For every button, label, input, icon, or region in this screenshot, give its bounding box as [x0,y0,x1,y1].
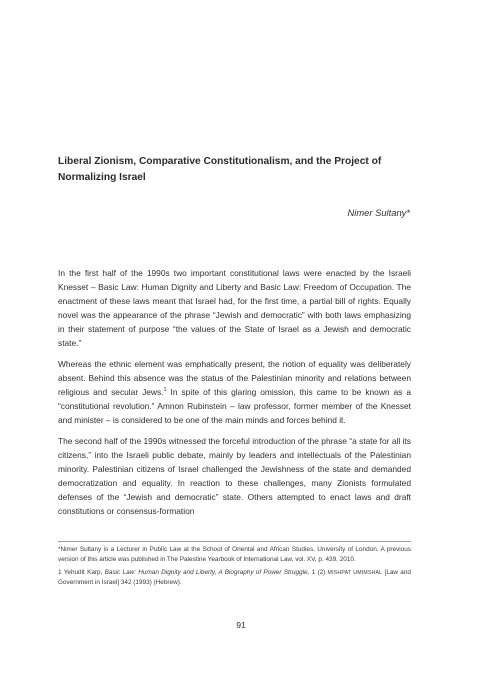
footnote-1-journal: MISHPAT UMIMSHAL [327,570,383,576]
footnote-divider [58,541,411,542]
footnote-1-text-a: 1 Yehudit Karp, [58,569,105,576]
paragraph-2 [58,357,411,427]
article-body [58,266,411,525]
paragraph-2-text-a: Whereas the ethnic element was emphatically present, the notion of equality was deliberately absent. Behind this absence was the status of the Palestinian minority and relations between religious and secular Jews. [58,359,411,397]
footnote-1-italic: Basic Law: Human Dignity and Liberty, A Biography of Power Struggle, [104,569,310,576]
footnote-1-text-c: [Law and Government in Israel] 342 (1993) (Hebrew). [58,569,411,586]
footnote-1-text-b: 1 (2) [309,569,328,576]
article-title [58,154,388,186]
footnote-author: *Nimer Sultany is a Lecturer in Public Law at the School of Oriental and African Studies, University of London. A previous version of this article was published in The Palestine Yearbook of International Law, vol. XV, p. 439, 2010. [58,546,411,563]
paragraph-3: The second half of the 1990s witnessed the forceful introduction of the phrase “a state for all its citizens,” into the Israeli public debate, mainly by leaders and intellectuals of the Palestinian minority. Palestinian citizens of Israel challenged the Jewishness of the state and demanded democratization and equality. In reaction to these challenges, many Zionists formulated defenses of the “Jewish and democratic” state. Others attempted to enact laws and draft constitutions or consensus-formation [58,436,411,516]
title-line-2: Normalizing Israel [58,172,146,183]
footnote-1 [58,568,411,588]
footnote-ref-1: 1 [163,387,167,394]
paragraph-1: In the first half of the 1990s two important constitutional laws were enacted by the Israeli Knesset – Basic Law: Human Dignity and Liberty and Basic Law: Freedom of Occupation. The enactment of these laws meant that Israel had, for the first time, a partial bill of rights. Equally novel was the appearance of the phrase “Jewish and democratic” with both laws emphasizing in their statement of purpose “the values of the State of Israel as a Jewish and democratic state.” [58,268,411,348]
paragraph-2-text-b: In spite of this glaring omission, this came to be known as a “constitutional revolution.” Amnon Rubinstein – law professor, former member of the Knesset and minister – is considered to be one of the main minds and forces behind it. [58,387,411,425]
author-byline: Nimer Sultany* [347,207,410,218]
title-line-1: Liberal Zionism, Comparative Constitutionalism, and the Project of [58,156,382,167]
footnotes [58,545,411,591]
page-number: 91 [236,620,246,630]
